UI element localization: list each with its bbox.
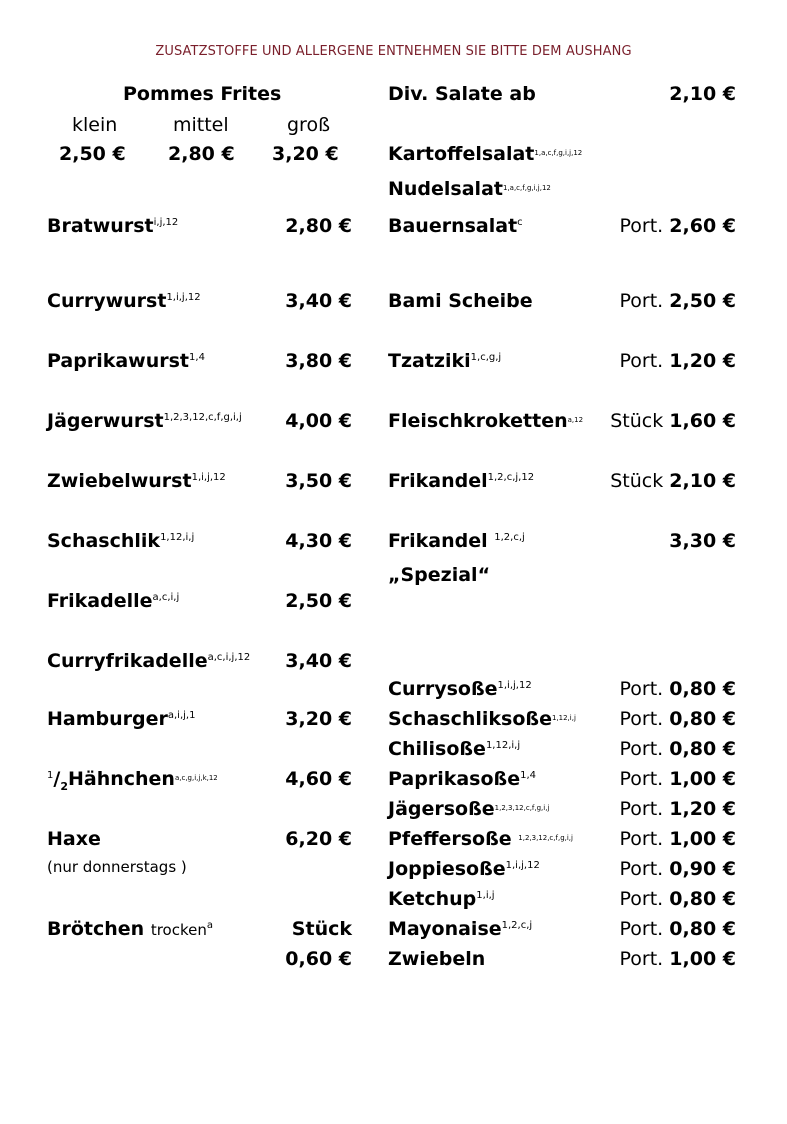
menu-item-name: Tzatziki$^{1,c,g,j}$ <box>388 350 502 372</box>
pommes-price-medium: 2,80 € <box>168 143 235 165</box>
menu-item-name-line2: „Spezial“ <box>388 564 491 586</box>
sauce-name: Schaschliksoße$^{1,12,i,j}$ <box>388 708 576 730</box>
menu-item-price: Port. 2,60 € <box>619 215 736 237</box>
sauce-price: Port. 0,80 € <box>619 888 736 910</box>
pommes-size-large: groß <box>287 114 331 136</box>
allergen-notice: ZUSATZSTOFFE UND ALLERGENE ENTNEHMEN SIE BITTE DEM AUSHANG <box>155 44 632 59</box>
menu-item-price: 6,20 € <box>285 828 352 850</box>
sauce-price: Port. 1,00 € <box>619 768 736 790</box>
menu-item-price: 3,30 € <box>669 530 736 552</box>
menu-item-price: Stück 2,10 € <box>610 470 736 492</box>
menu-item-name: Jägerwurst$^{1,2,3,12,c,f,g,i,j}$ <box>47 410 242 432</box>
menu-item-price: 2,80 € <box>285 215 352 237</box>
menu-item-name: Currywurst$^{1,i,j,12}$ <box>47 290 201 312</box>
sauce-price: Port. 0,90 € <box>619 858 736 880</box>
salads-price: 2,10 € <box>669 83 736 105</box>
salads-title: Div. Salate ab <box>388 83 536 105</box>
sauce-name: Joppiesoße$^{1,i,j,12}$ <box>388 858 540 880</box>
sauce-price: Port. 0,80 € <box>619 738 736 760</box>
sauce-price: Port. 1,20 € <box>619 798 736 820</box>
menu-item-price: Stück 1,60 € <box>610 410 736 432</box>
menu-item-price: 3,40 € <box>285 650 352 672</box>
menu-item-price: 4,60 € <box>285 768 352 790</box>
menu-item-price: 0,60 € <box>285 948 352 970</box>
sauce-name: Jägersoße$^{1,2,3,12,c,f,g,i,j}$ <box>388 798 550 820</box>
sauce-name: Zwiebeln <box>388 948 486 970</box>
menu-item-name: Frikandel$^{1,2,c,j,12}$ <box>388 470 535 492</box>
menu-item-price: 3,40 € <box>285 290 352 312</box>
sauce-price: Port. 1,00 € <box>619 828 736 850</box>
pommes-size-medium: mittel <box>173 114 229 136</box>
menu-item-name: Hamburger$^{a,i,j,1}$ <box>47 708 196 730</box>
menu-item-name: Paprikawurst$^{1,4}$ <box>47 350 205 372</box>
sauce-name: Chilisoße$^{1,12,i,j}$ <box>388 738 521 760</box>
menu-item-name: Brötchen trocken$^a$ <box>47 918 213 940</box>
menu-item-name: Curryfrikadelle$^{a,c,i,j,12}$ <box>47 650 251 672</box>
menu-item-name: Bauernsalat$^c$ <box>388 215 523 237</box>
sauce-price: Port. 0,80 € <box>619 918 736 940</box>
sauce-name: Currysoße$^{1,i,j,12}$ <box>388 678 532 700</box>
sauce-name: Pfeffersoße $^{1,2,3,12,c,f,g,i,j}$ <box>388 828 573 850</box>
menu-item-price: 3,80 € <box>285 350 352 372</box>
menu-item-price: Port. 1,20 € <box>619 350 736 372</box>
pommes-price-small: 2,50 € <box>59 143 126 165</box>
menu-item-name: Schaschlik$^{1,12,i,j}$ <box>47 530 195 552</box>
menu-item-note: (nur donnerstags ) <box>47 858 187 876</box>
menu-item-name: Frikandel $^{1,2,c,j}$ <box>388 530 525 552</box>
menu-item-price: 3,50 € <box>285 470 352 492</box>
menu-item-price: 4,30 € <box>285 530 352 552</box>
salad-item: Nudelsalat$^{1,a,c,f,g,i,j,12}$ <box>388 178 551 200</box>
menu-item-unit: Stück <box>291 918 352 940</box>
menu-item-name: Fleischkroketten$^{a,12}$ <box>388 410 584 432</box>
menu-item-name: $^1/_2Hähnchen^{a,c,g,i,j,k,12}$ <box>47 768 218 793</box>
menu-item-price: 3,20 € <box>285 708 352 730</box>
menu-item-price: 4,00 € <box>285 410 352 432</box>
menu-item-name: Bami Scheibe <box>388 290 533 312</box>
sauce-name: Paprikasoße$^{1,4}$ <box>388 768 536 790</box>
sauce-price: Port. 0,80 € <box>619 678 736 700</box>
menu-item-price: Port. 2,50 € <box>619 290 736 312</box>
menu-item-name: Zwiebelwurst$^{1,i,j,12}$ <box>47 470 226 492</box>
pommes-size-small: klein <box>72 114 118 136</box>
sauce-price: Port. 0,80 € <box>619 708 736 730</box>
menu-item-name: Frikadelle$^{a,c,i,j}$ <box>47 590 180 612</box>
pommes-title: Pommes Frites <box>123 83 282 105</box>
pommes-price-large: 3,20 € <box>272 143 339 165</box>
menu-item-price: 2,50 € <box>285 590 352 612</box>
sauce-price: Port. 1,00 € <box>619 948 736 970</box>
salad-item: Kartoffelsalat$^{1,a,c,f,g,i,j,12}$ <box>388 143 583 165</box>
sauce-name: Mayonaise$^{1,2,c,j}$ <box>388 918 533 940</box>
menu-item-name: Bratwurst$^{i,j,12}$ <box>47 215 179 237</box>
sauce-name: Ketchup$^{1,i,j}$ <box>388 888 495 910</box>
menu-item-name: Haxe <box>47 828 101 850</box>
